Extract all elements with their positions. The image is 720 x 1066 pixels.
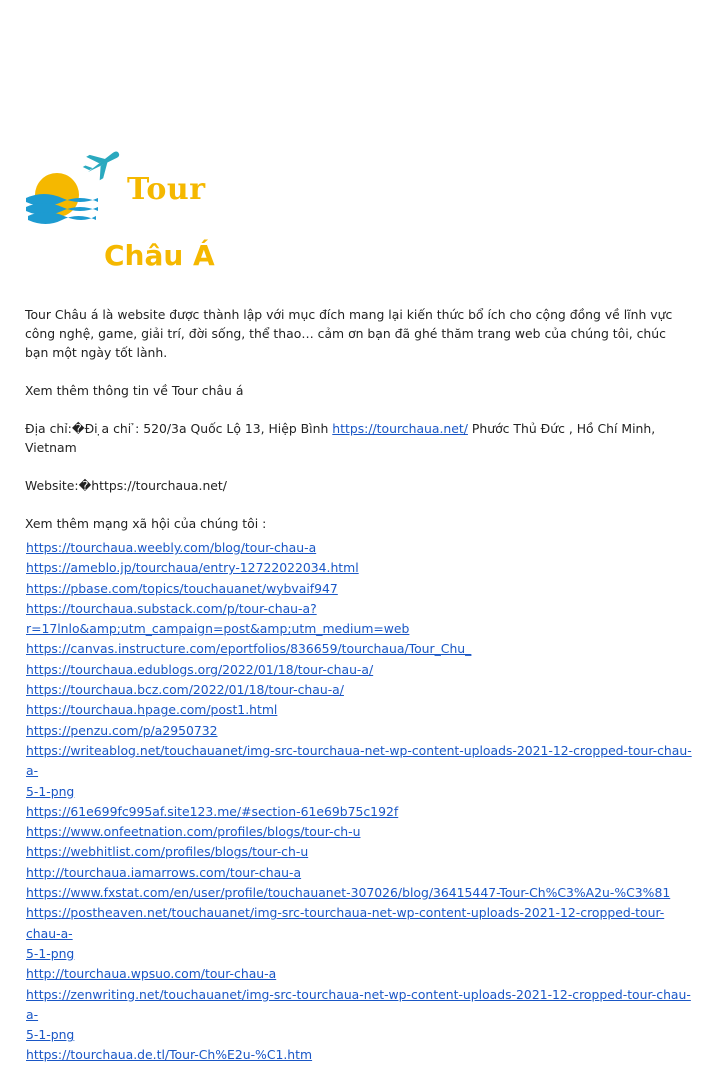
list-item-link[interactable]: https://61e699fc995af.site123.me/#section-61e69b75c192f <box>26 803 399 819</box>
social-links-list <box>26 538 696 1066</box>
list-item-link-continuation[interactable]: 5-1-png <box>26 783 75 799</box>
list-item-link[interactable]: https://tourchaua.weebly.com/blog/tour-chau-a <box>26 540 317 555</box>
logo-word-tour: Tour <box>127 172 206 207</box>
list-item-link[interactable]: https://tourchaua.substack.com/p/tour-chau-a?r=17lnlo&amp;utm_campaign=post&amp;utm_medium=web <box>26 600 410 637</box>
address-suffix: Phước Thủ Đức , Hồ Chí Minh, Vietnam <box>25 421 656 455</box>
social-heading: Xem thêm mạng xã hội của chúng tôi : <box>25 516 267 531</box>
main-content <box>25 305 690 552</box>
website-line: Website:�https://tourchaua.net/ <box>25 478 227 493</box>
list-item-link[interactable]: https://www.fxstat.com/en/user/profile/touchauanet-307026/blog/36415447-Tour-Ch%C3%A2u-%C3%81 <box>26 885 671 901</box>
intro-paragraph: Tour Châu á là website được thành lập với mục đích mang lại kiến thức bổ ích cho cộng đồng về lĩnh vực công nghệ, game, giải trí, đời sống, thể thao… cảm ơn bạn đã ghé thăm trang web của chúng tôi, chúc bạn một ngày tốt lành. <box>25 307 673 360</box>
list-item-link[interactable]: https://tourchaua.edublogs.org/2022/01/18/tour-chau-a/ <box>26 661 374 677</box>
list-item-link[interactable]: https://www.onfeetnation.com/profiles/blogs/tour-ch-u <box>26 824 361 840</box>
list-item-link[interactable]: https://zenwriting.net/touchauanet/img-src-tourchaua-net-wp-content-uploads-2021-12-cropped-tour-chau-a- <box>26 986 691 1022</box>
list-item-link[interactable]: https://canvas.instructure.com/eportfolios/836659/tourchaua/Tour_Chu_ <box>26 641 472 657</box>
list-item-link[interactable]: https://pbase.com/topics/touchauanet/wybvaif947 <box>26 580 338 596</box>
list-item-link[interactable]: https://tourchaua.hpage.com/post1.html <box>26 702 278 718</box>
address-prefix: Địa chỉ:�Đi ̣a chi ̉: 520/3a Quốc Lộ 13, Hiệp Bình <box>25 421 333 436</box>
list-item-link-continuation[interactable]: 5-1-png <box>26 945 75 961</box>
more-info-text: Xem thêm thông tin về Tour châu á <box>25 383 244 398</box>
address-line <box>25 419 690 457</box>
list-item-link[interactable]: https://tourchaua.bcz.com/2022/01/18/tour-chau-a/ <box>26 682 344 698</box>
list-item-link[interactable]: https://postheaven.net/touchauanet/img-src-tourchaua-net-wp-content-uploads-2021-12-cropped-tour-chau-a- <box>26 905 665 941</box>
list-item-link[interactable]: https://webhitlist.com/profiles/blogs/tour-ch-u <box>26 844 309 860</box>
list-item-link[interactable]: https://tourchaua.de.tl/Tour-Ch%E2u-%C1.htm <box>26 1047 313 1063</box>
logo-word-chau-a: Châu Á <box>104 239 215 272</box>
list-item-link[interactable]: https://writeablog.net/touchauanet/img-src-tourchaua-net-wp-content-uploads-2021-12-cropped-tour-chau-a- <box>26 742 692 779</box>
list-item-link[interactable]: https://ameblo.jp/tourchaua/entry-12722022034.html <box>26 560 359 576</box>
list-item-link[interactable]: http://tourchaua.wpsuo.com/tour-chau-a <box>26 966 277 982</box>
address-link[interactable]: https://tourchaua.net/ <box>332 421 468 436</box>
list-item-link-continuation[interactable]: 5-1-png <box>26 1027 75 1043</box>
list-item-link[interactable]: https://penzu.com/p/a2950732 <box>26 722 218 738</box>
list-item-link[interactable]: http://tourchaua.iamarrows.com/tour-chau-a <box>26 864 302 880</box>
